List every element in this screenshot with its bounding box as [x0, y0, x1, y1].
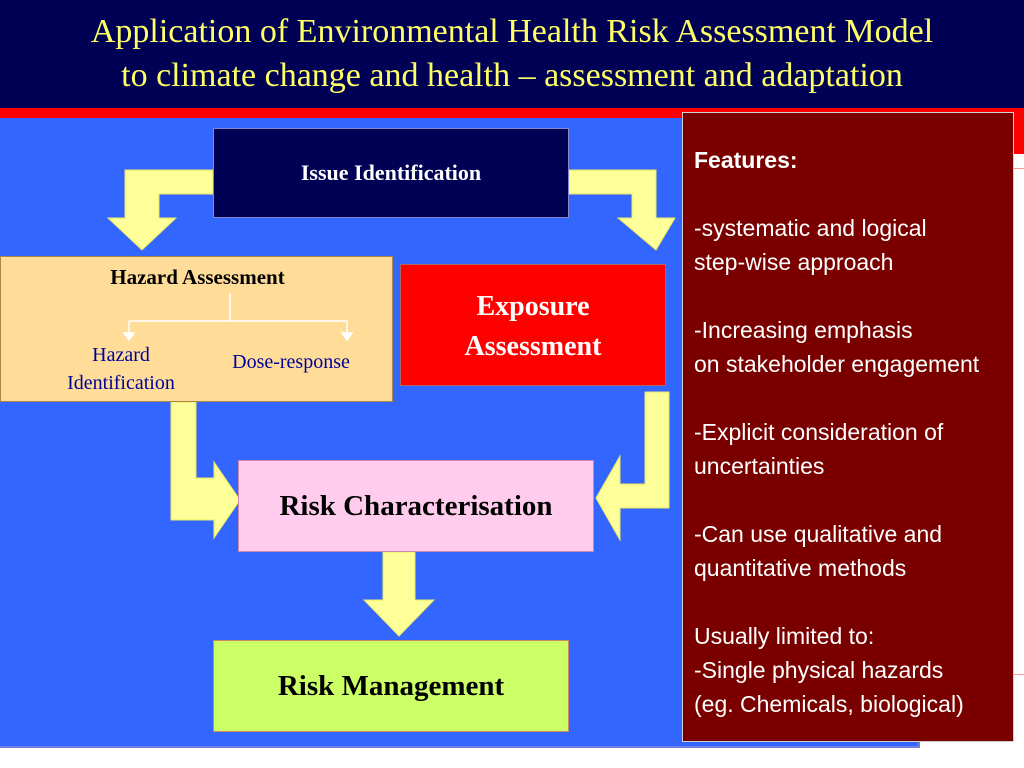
- feature-item-4-line-2: quantitative methods: [694, 555, 907, 581]
- dose-response-label: Dose-response: [232, 351, 350, 373]
- feature-item-3-line-1: -Explicit consideration of: [694, 419, 944, 445]
- feature-item-3-line-2: uncertainties: [694, 453, 825, 479]
- exposure-assessment-box: [400, 264, 666, 386]
- hazard-identification-label: [41, 341, 201, 397]
- risk-management-box: Risk Management: [213, 640, 569, 732]
- hazard-identification-line-2: Identification: [67, 372, 175, 394]
- slide-title-line-2: to climate change and health – assessment and adaptation: [121, 57, 903, 94]
- limited-to-heading: Usually limited to:: [694, 623, 875, 649]
- feature-item-1-line-1: -systematic and logical: [694, 215, 927, 241]
- issue-identification-box: Issue Identification: [213, 128, 569, 218]
- feature-item-2-line-2: on stakeholder engagement: [694, 351, 980, 377]
- feature-item-4-line-1: -Can use qualitative and: [694, 521, 943, 547]
- arrow-issue-to-hazard: [108, 170, 213, 250]
- features-heading: Features:: [694, 147, 798, 173]
- features-panel: [682, 112, 1014, 742]
- arrow-exposure-to-risk-characterisation: [596, 392, 669, 540]
- exposure-assessment-line-2: Assessment: [464, 331, 602, 362]
- feature-item-2-line-1: -Increasing emphasis: [694, 317, 913, 343]
- arrow-issue-to-exposure: [569, 170, 675, 250]
- limited-to-item-1: -Single physical hazards: [694, 657, 944, 683]
- hazard-assessment-title: Hazard Assessment: [110, 265, 285, 289]
- arrow-hazard-to-risk-characterisation: [171, 402, 240, 538]
- hazard-assessment-box: [0, 256, 393, 402]
- feature-item-1-line-2: step-wise approach: [694, 249, 894, 275]
- hazard-identification-line-1: Hazard: [92, 344, 150, 366]
- limited-to-item-2: (eg. Chemicals, biological): [694, 691, 964, 717]
- slide-title-line-1: Application of Environmental Health Risk Assessment Model: [90, 13, 934, 50]
- risk-characterisation-box: Risk Characterisation: [238, 460, 594, 552]
- exposure-assessment-line-1: Exposure: [476, 291, 590, 322]
- arrow-risk-characterisation-to-management: [364, 552, 434, 636]
